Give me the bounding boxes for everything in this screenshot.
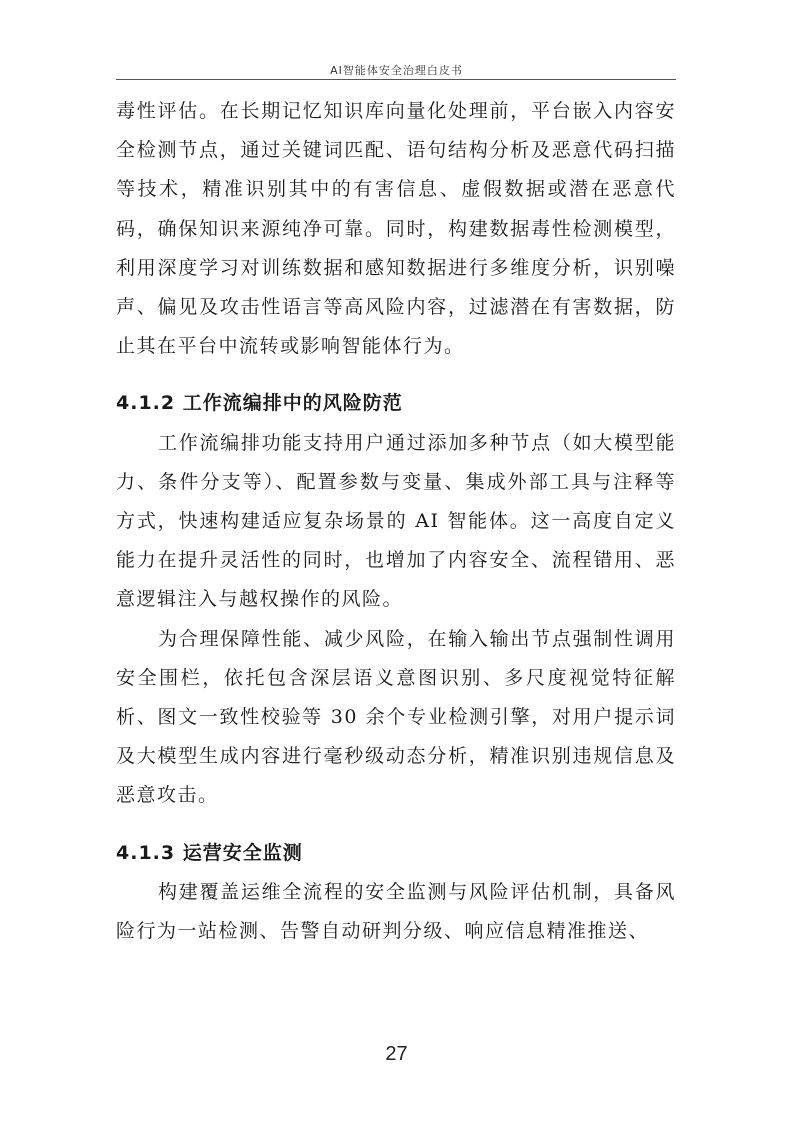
section-heading-4-1-2: 4.1.2 工作流编排中的风险防范 <box>116 392 403 415</box>
running-header-title: AI智能体安全治理白皮书 <box>330 64 463 77</box>
paragraph-continuation: 毒性评估。在长期记忆知识库向量化处理前，平台嵌入内容安全检测节点，通过关键词匹配、语句结构分析及恶意代码扫描等技术，精准识别其中的有害信息、虚假数据或潜在恶意代码，确保知识来源纯净可靠。同时，构建数据毒性检测模型，利用深度学习对训练数据和感知数据进行多维度分析，识别噪声、偏见及攻击性语言等高风险内容，过滤潜在有害数据，防止其在平台中流转或影响智能体行为。 <box>116 100 676 358</box>
page-number: 27 <box>385 1043 408 1065</box>
paragraph-workflow-intro: 工作流编排功能支持用户通过添加多种节点（如大模型能力、条件分支等）、配置参数与变量、集成外部工具与注释等方式，快速构建适应复杂场景的 AI 智能体。这一高度自定义能力在提升灵活性的同时，也增加了内容安全、流程错用、恶意逻辑注入与越权操作的风险。 <box>116 431 676 611</box>
section-spacer <box>116 366 676 384</box>
section-heading-4-1-3: 4.1.3 运营安全监测 <box>116 841 303 864</box>
header-divider <box>116 79 676 80</box>
page-body <box>116 92 676 951</box>
section-spacer <box>116 816 676 834</box>
paragraph-ops-monitoring: 构建覆盖运维全流程的安全监测与风险评估机制，具备风险行为一站检测、告警自动研判分级、响应信息精准推送、 <box>116 880 676 943</box>
paragraph-workflow-guardrail: 为合理保障性能、减少风险，在输入输出节点强制性调用安全围栏，依托包含深层语义意图识别、多尺度视觉特征解析、图文一致性校验等 30 余个专业检测引擎，对用户提示词及大模型生成内容进行毫秒级动态分析，精准识别违规信息及恶意攻击。 <box>116 627 676 807</box>
